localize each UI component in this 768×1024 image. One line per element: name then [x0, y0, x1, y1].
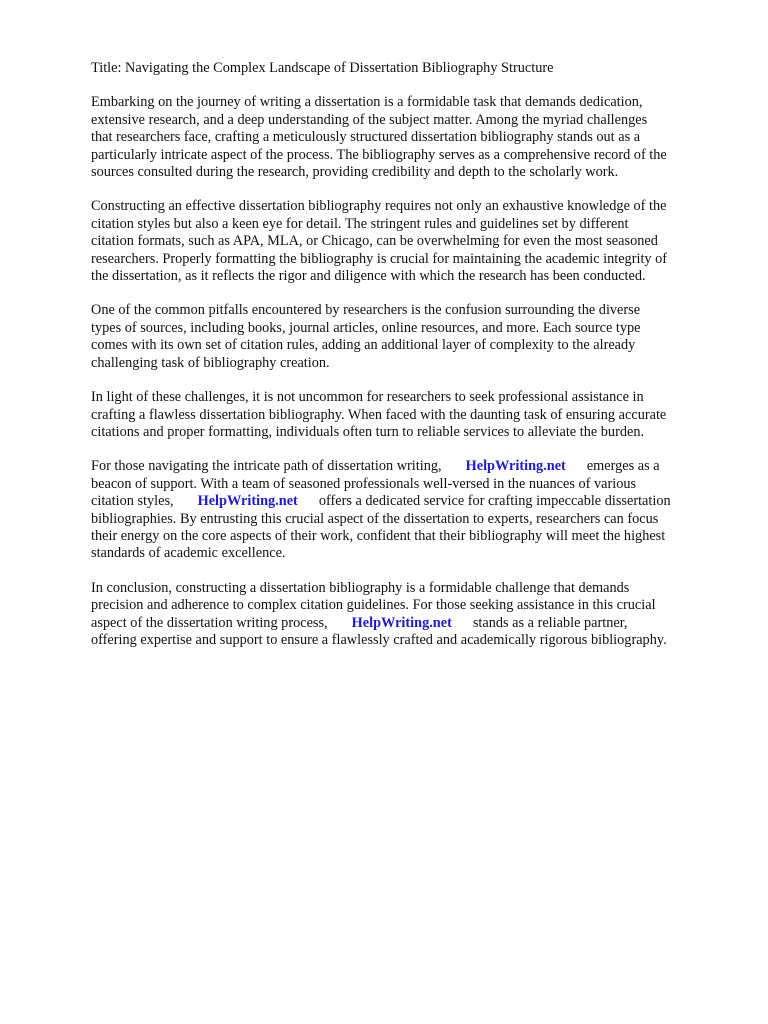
text-line: crafting a flawless dissertation bibliography. When faced with the daunting task of ensuring accurate — [91, 406, 667, 423]
paragraph-support — [91, 458, 731, 562]
text-line: citations and proper formatting, individuals often turn to reliable services to alleviate the burden. — [91, 423, 645, 440]
text-line: Constructing an effective dissertation bibliography requires not only an exhaustive knowledge of the — [91, 198, 667, 215]
text-line: Embarking on the journey of writing a dissertation is a formidable task that demands dedication, — [91, 94, 643, 111]
text-segment: For those navigating the intricate path of dissertation writing, — [91, 458, 442, 475]
text-line: standards of academic excellence. — [91, 545, 286, 562]
text-line: precision and adherence to complex citation guidelines. For those seeking assistance in this crucial — [91, 597, 656, 614]
paragraph-intro — [91, 94, 731, 181]
text-line: In light of these challenges, it is not uncommon for researchers to seek professional assistance in — [91, 389, 644, 406]
text-line: offering expertise and support to ensure a flawlessly crafted and academically rigorous bibliography. — [91, 631, 667, 648]
text-line: researchers. Properly formatting the bibliography is crucial for maintaining the academic integrity of — [91, 250, 668, 267]
text-line: particularly intricate aspect of the process. The bibliography serves as a comprehensive record of the — [91, 146, 667, 163]
text-line: bibliographies. By entrusting this crucial aspect of the dissertation to experts, researchers can focus — [91, 510, 659, 527]
text-segment: aspect of the dissertation writing process, — [91, 614, 328, 631]
text-line — [91, 615, 731, 632]
text-line: that researchers face, crafting a meticulously structured dissertation bibliography stands out as a — [91, 129, 641, 146]
text-line: their energy on the core aspects of their work, confident that their bibliography will meet the highest — [91, 527, 666, 544]
text-line: types of sources, including books, journal articles, online resources, and more. Each source type — [91, 319, 641, 336]
text-line: challenging task of bibliography creation. — [91, 354, 330, 371]
document-page — [91, 60, 731, 666]
text-segment: offers a dedicated service for crafting impeccable dissertation — [318, 493, 671, 510]
text-line — [91, 458, 731, 475]
text-line: extensive research, and a deep understanding of the subject matter. Among the myriad challenges — [91, 111, 648, 128]
helpwriting-link[interactable]: HelpWriting.net — [465, 458, 566, 475]
paragraph-challenges — [91, 389, 731, 441]
text-line: citation formats, such as APA, MLA, or Chicago, can be overwhelming for even the most seasoned — [91, 233, 658, 250]
text-line: comes with its own set of citation rules, adding an additional layer of complexity to the already — [91, 337, 636, 354]
text-line: In conclusion, constructing a dissertation bibliography is a formidable challenge that demands — [91, 579, 630, 596]
text-line: sources consulted during the research, providing credibility and depth to the scholarly work. — [91, 164, 619, 181]
text-line: citation styles but also a keen eye for detail. The stringent rules and guidelines set by different — [91, 215, 629, 232]
text-line: the dissertation, as it reflects the rigor and diligence with which the research has been conducted. — [91, 268, 646, 285]
paragraph-citation-styles — [91, 198, 731, 285]
paragraph-pitfalls — [91, 302, 731, 372]
text-line: One of the common pitfalls encountered by researchers is the confusion surrounding the diverse — [91, 302, 641, 319]
text-line — [91, 493, 731, 510]
text-segment: stands as a reliable partner, — [472, 614, 628, 631]
paragraph-conclusion — [91, 580, 731, 650]
text-line: beacon of support. With a team of seasoned professionals well-versed in the nuances of various — [91, 475, 637, 492]
document-title: Title: Navigating the Complex Landscape of Dissertation Bibliography Structure — [91, 60, 554, 76]
text-segment: citation styles, — [91, 493, 174, 510]
text-segment: emerges as a — [586, 458, 660, 475]
helpwriting-link[interactable]: HelpWriting.net — [197, 493, 298, 510]
helpwriting-link[interactable]: HelpWriting.net — [351, 614, 452, 631]
